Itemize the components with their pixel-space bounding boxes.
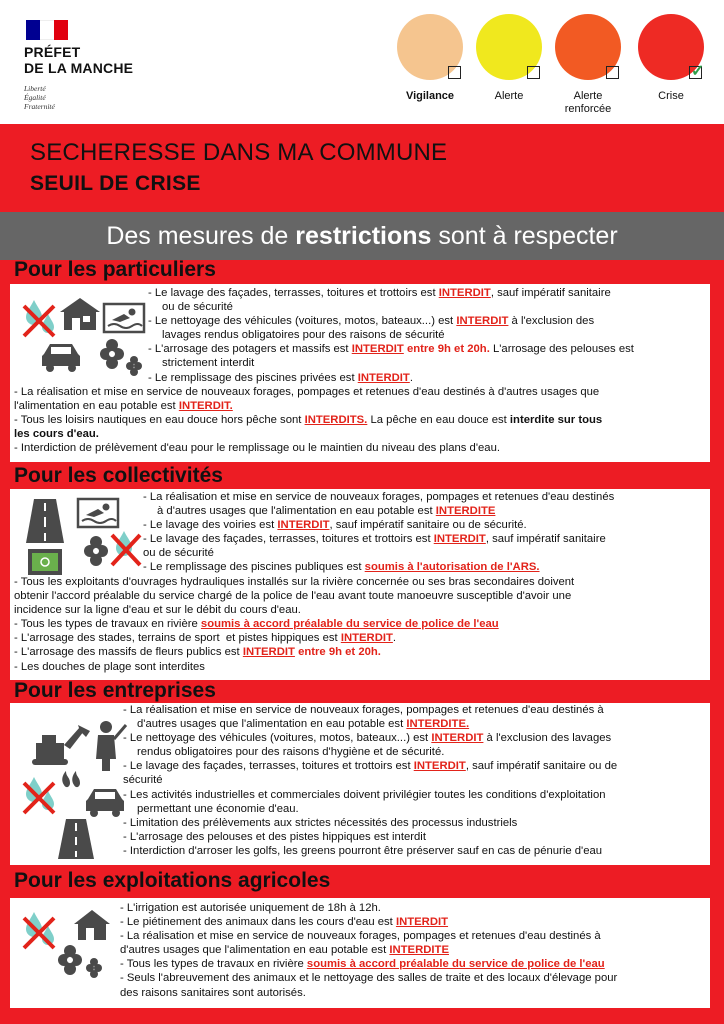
swimmer-icon [104,304,144,332]
water-drop-crossed-icon [24,777,54,813]
level-label: Alerte [494,90,524,102]
restriction-keyword: INTERDIT [413,760,466,773]
restriction-keyword: INTERDIT [456,315,509,328]
restriction-line: - Le nettoyage des véhicules (voitures, motos, bateaux...) est INTERDIT à l'exclusion des [148,315,595,328]
restriction-line: - La réalisation et mise en service de nouveaux forages, pompages et retenues d'eau destinés à [120,930,601,943]
restriction-line: - Tous les exploitants d'ouvrages hydrauliques installés sur la rivière concernée ou ses bras secondaires doivent [14,576,575,588]
swimmer-icon [78,499,118,527]
banner-text-bold: restrictions [295,222,432,250]
restriction-line: - L'arrosage des massifs de fleurs publics est INTERDIT entre 9h et 20h. [14,646,381,659]
restriction-line: - Interdiction de prélèvement d'eau pour le remplissage ou le maintien du niveau des plans d'eau. [14,442,500,455]
restriction-line: - Tous les loisirs nautiques en eau douce hors pêche sont INTERDITS. La pêche en eau douce est interdite sur tous [14,414,603,427]
level-checkbox [448,66,461,79]
restriction-keyword: INTERDIT [351,343,404,356]
restriction-line: permettant une économie d'eau. [137,802,299,815]
section-title-collectivites: Pour les collectivités [14,464,223,487]
level-checkbox [606,66,619,79]
restriction-line: - Le remplissage des piscines privées est INTERDIT. [148,371,413,384]
restriction-line: - Le lavage des façades, terrasses, toitures et trottoirs est INTERDIT, sauf impératif sanitaire [143,533,606,546]
section-title-particuliers: Pour les particuliers [14,258,216,281]
car-icon [42,344,80,372]
restriction-keyword: entre 9h et 20h. [406,343,490,356]
restriction-line: strictement interdit [162,357,255,370]
restriction-line: obtenir l'accord préalable du service chargé de la police de l'eau avant toute manoeuvre susceptible d'avoir une [14,590,572,603]
section-collectivites [10,489,710,680]
level-alerte [469,14,549,103]
restriction-line: - La réalisation et mise en service de nouveaux forages, pompages et retenues d'eau destinés à [123,704,604,716]
restriction-line: à d'autres usages que l'alimentation en eau potable est INTERDITE [157,505,496,518]
level-label: Alerte renforcée [564,90,612,115]
restriction-keyword: INTERDIT [438,287,491,299]
restriction-line: - Le lavage des façades, terrasses, toitures et trottoirs est INTERDIT, sauf impératif sanitaire ou de [123,760,618,773]
restriction-keyword: INTERDIT [340,632,393,645]
devise-fraternite: Fraternité [24,102,55,111]
water-drop-crossed-icon [24,912,54,948]
entreprises-text [123,703,701,858]
restriction-keyword: INTERDITS. [304,414,368,427]
restriction-keyword: INTERDIT [433,533,486,546]
restriction-line: des raisons sanitaires sont autorisés. [120,986,306,999]
flower-icon [84,536,108,566]
restriction-keyword: INTERDIT [242,646,295,659]
header [0,0,724,124]
house-icon [60,298,100,330]
restriction-line: - L'arrosage des potagers et massifs est INTERDIT entre 9h et 20h. L'arrosage des pelouses est [148,343,634,356]
restriction-line: - Les activités industrielles et commerciales doivent privilégier toutes les conditions d'exploitation [123,788,606,801]
devise-egalite: Égalité [24,93,46,102]
road-icon [58,819,94,859]
restriction-keyword: INTERDIT [395,916,449,929]
restriction-line: incidence sur la ligne d'eau et sur le débit du cours d'eau. [14,604,301,617]
restriction-keyword: INTERDIT [357,371,410,384]
restriction-line: - Le remplissage des piscines publiques est soumis à l'autorisation de l'ARS. [143,561,540,574]
restriction-line: les cours d'eau. [14,428,99,441]
checkmark-icon: ✓ [691,63,705,80]
restriction-line: l'alimentation en eau potable est INTERDIT. [14,400,233,413]
restriction-keyword: soumis à l'autorisation de l'ARS. [364,561,540,574]
restriction-keyword: INTERDITE. [406,718,470,731]
restriction-line: - Le lavage des voiries est INTERDIT, sauf impératif sanitaire ou de sécurité. [143,519,527,532]
restriction-line: sécurité [123,774,163,787]
restriction-line: - L'arrosage des pelouses et des pistes hippiques est interdit [123,830,426,843]
restriction-line: ou de sécurité [162,301,233,314]
particuliers-text-full [14,385,704,455]
fire-icon [62,771,80,787]
restriction-line: - L'arrosage des stades, terrains de sport et pistes hippiques est INTERDIT. [14,632,397,645]
particuliers-icons [20,294,150,380]
level-crise [631,14,711,103]
restriction-line: - Les douches de plage sont interdites [14,660,205,673]
level-label: Crise [658,90,684,102]
restriction-line: - Le piétinement des animaux dans les cours d'eau est INTERDIT [120,916,449,929]
restriction-keyword: INTERDIT [277,519,330,532]
french-flag-icon [26,20,68,40]
restriction-line: - Tous les types de travaux en rivière soumis à accord préalable du service de police de l'eau [120,958,605,971]
restriction-line: ou de sécurité [143,547,214,560]
agricoles-icons [20,906,120,980]
restriction-line: rendus obligatoires pour des raisons d'hygiène et de sécurité. [137,746,445,759]
flower-icon [58,945,102,978]
restriction-line: d'autres usages que l'alimentation en eau potable est INTERDITE [120,944,449,957]
restriction-line: - Le lavage des façades, terrasses, toitures et trottoirs est INTERDIT, sauf impératif sanitaire [148,287,611,299]
entreprises-icons [20,711,136,861]
collectivites-text-right [143,490,699,575]
page-title: SECHERESSE DANS MA COMMUNE [30,139,448,166]
section-title-agricoles: Pour les exploitations agricoles [14,869,331,892]
restriction-line: - Limitation des prélèvements aux strictes nécessités des processus industriels [123,816,518,829]
section-agricoles [10,898,710,1008]
car-icon [86,789,124,817]
restriction-line: - La réalisation et mise en service de nouveaux forages, pompages et retenues d'eau destinés à d'autres usages que [14,386,600,398]
collectivites-icons [20,495,144,581]
page-subtitle: SEUIL DE CRISE [30,172,201,195]
collectivites-text-full [14,575,704,674]
restriction-keyword: INTERDIT [431,732,484,745]
level-alerte-renforcee [548,14,628,116]
prefecture-line1: PRÉFET [24,44,81,60]
level-vigilance [390,14,470,103]
section-title-entreprises: Pour les entreprises [14,679,216,702]
restriction-line: d'autres usages que l'alimentation en eau potable est INTERDITE. [137,718,470,731]
level-checkbox-checked [689,63,705,80]
restriction-line: - La réalisation et mise en service de nouveaux forages, pompages et retenues d'eau destinés [143,491,615,503]
restriction-keyword: soumis à accord préalable du service de police de l'eau [306,958,605,971]
field-icon [28,549,62,575]
water-drop-crossed-icon [112,531,140,565]
section-particuliers [10,284,710,462]
restriction-line: - Tous les types de travaux en rivière soumis à accord préalable du service de police de l'eau [14,618,499,631]
restriction-line: lavages rendus obligatoires pour des raisons de sécurité [162,329,445,342]
restriction-keyword: entre 9h et 20h. [298,646,381,659]
restriction-line: - Seuls l'abreuvement des animaux et le nettoyage des salles de traite et des locaux d'élevage pour [120,972,618,985]
section-entreprises [10,703,710,865]
worker-icon [96,721,126,771]
water-drop-crossed-icon [24,300,54,336]
restriction-keyword: INTERDITE [435,505,496,518]
restriction-keyword: INTERDIT. [178,400,233,413]
devise-liberte: Liberté [24,84,46,93]
devise [24,84,55,111]
level-checkbox [527,66,540,79]
level-label: Vigilance [405,90,455,102]
restriction-keyword: INTERDITE [389,944,449,957]
prefecture-name [24,44,133,76]
road-icon [26,499,64,543]
restriction-line: - Le nettoyage des véhicules (voitures, motos, bateaux...) est INTERDIT à l'exclusion des lavages [123,732,612,745]
restriction-keyword: soumis à accord préalable du service de police de l'eau [200,618,499,631]
agricoles-text [120,901,702,1000]
restriction-line: - Interdiction d'arroser les golfs, les greens pourront être préserver sauf en cas de pénurie d'eau [123,844,603,857]
flower-icon [100,339,142,376]
banner-text-pre: Des mesures de [106,222,296,250]
restriction-line: - L'irrigation est autorisée uniquement de 18h à 12h. [120,902,381,914]
banner-text-post: sont à respecter [431,222,618,250]
excavator-icon [32,725,90,765]
house-icon [74,910,110,940]
restrictions-banner [0,212,724,260]
particuliers-text-right [148,286,692,385]
prefecture-line2: DE LA MANCHE [24,60,134,76]
